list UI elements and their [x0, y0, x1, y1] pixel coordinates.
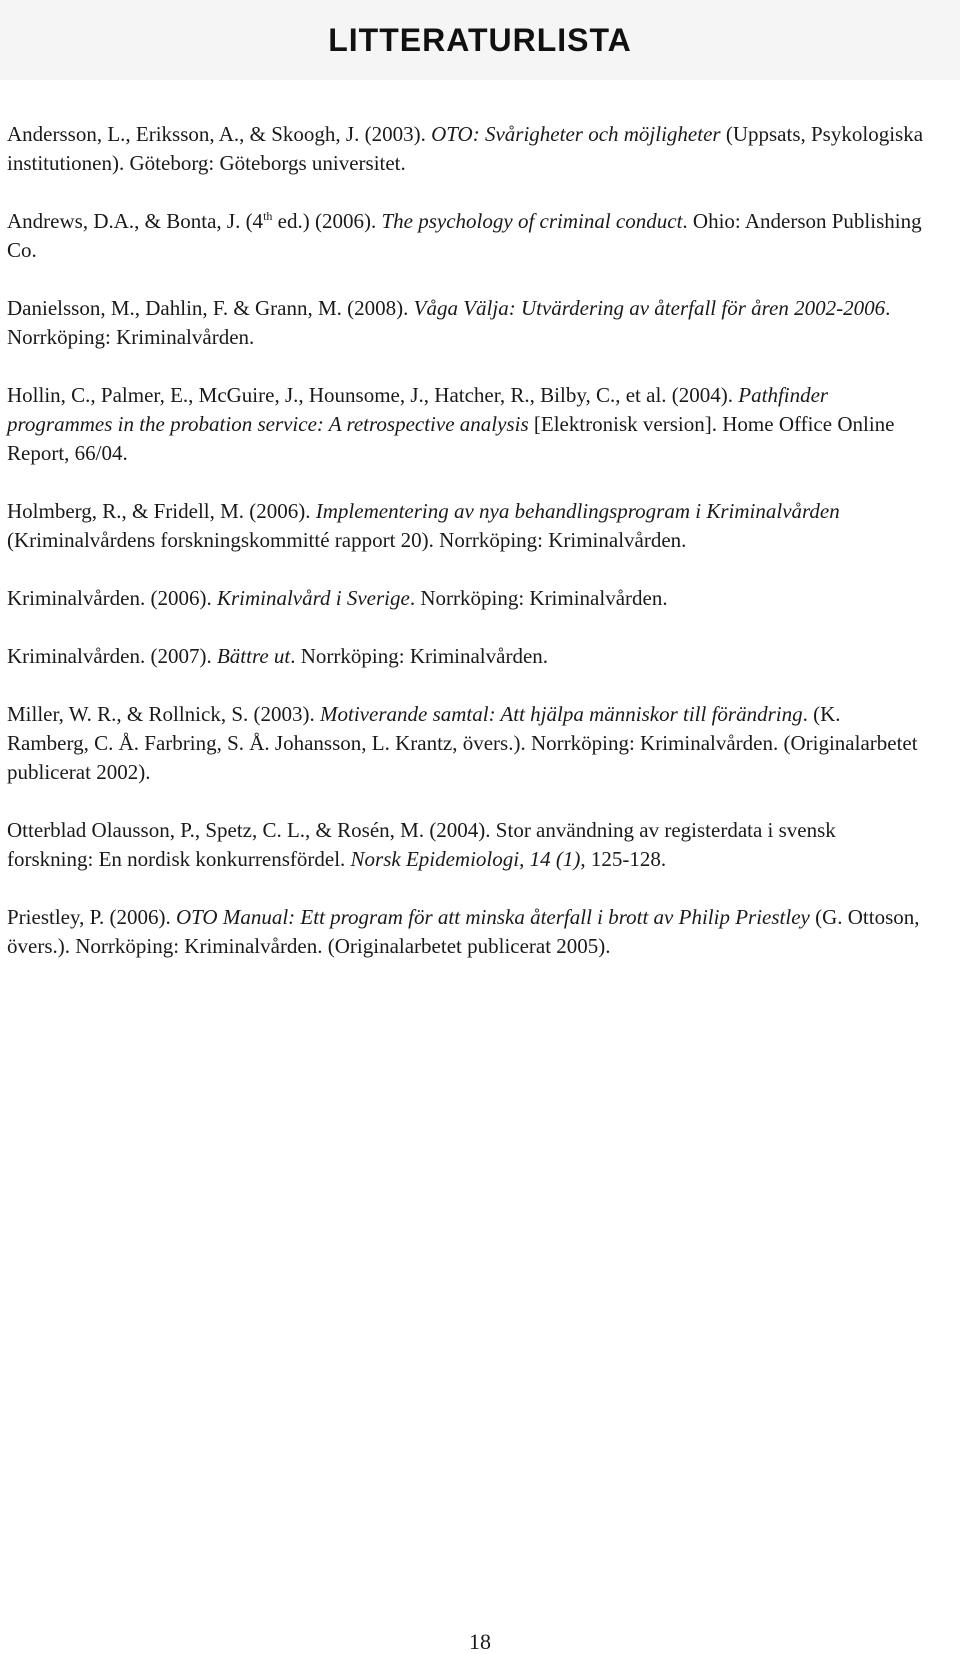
reference-text: , 125-128. — [580, 847, 667, 871]
reference-text: [Elektronisk version]. Home Office Online Report, 66/04. — [7, 412, 895, 465]
reference-text: (Uppsats, Psykologiska institutionen). Göteborg: Göteborgs universitet. — [7, 122, 924, 175]
reference-text: (Kriminalvårdens forskningskommitté rapport 20). Norrköping: Kriminalvården. — [7, 528, 687, 552]
reference-text: . Norrköping: Kriminalvården. — [7, 296, 891, 349]
reference-entry — [7, 120, 927, 178]
reference-entry — [7, 700, 927, 787]
reference-title: Kriminalvård i Sverige — [216, 586, 410, 610]
reference-entry — [7, 903, 927, 961]
reference-text: . Norrköping: Kriminalvården. — [409, 586, 668, 610]
reference-text: Kriminalvården. (2007). — [7, 644, 217, 668]
reference-list — [7, 120, 927, 990]
reference-entry — [7, 381, 927, 468]
reference-text: Holmberg, R., & Fridell, M. (2006). — [7, 499, 316, 523]
reference-title: Norsk Epidemiologi, 14 (1) — [350, 847, 581, 871]
reference-entry — [7, 816, 927, 874]
reference-title: Motiverande samtal: Att hjälpa människor till förändring — [320, 702, 803, 726]
reference-title: Implementering av nya behandlingsprogram i Kriminalvården — [315, 499, 840, 523]
reference-text: . (K. Ramberg, C. Å. Farbring, S. Å. Johansson, L. Krantz, övers.). Norrköping: Kriminalvården. (Originalarbetet publicerat 2002). — [7, 702, 918, 784]
reference-text: (G. Ottoson, övers.). Norrköping: Kriminalvården. (Originalarbetet publicerat 2005). — [7, 905, 920, 958]
reference-entry — [7, 584, 927, 613]
reference-text: . Ohio: Anderson Publishing Co. — [7, 209, 922, 262]
reference-entry — [7, 294, 927, 352]
reference-entry — [7, 497, 927, 555]
reference-title: Pathfinder programmes in the probation service: A retrospective analysis — [7, 383, 829, 436]
reference-text: Andrews, D.A., & Bonta, J. (4 — [7, 209, 264, 233]
reference-text: Hollin, C., Palmer, E., McGuire, J., Hounsome, J., Hatcher, R., Bilby, C., et al. (2004). — [7, 383, 739, 407]
reference-text: Priestley, P. (2006). — [7, 905, 176, 929]
reference-text: Kriminalvården. (2006). — [7, 586, 217, 610]
reference-superscript: th — [263, 209, 273, 223]
reference-title: Bättre ut — [216, 644, 291, 668]
reference-text: ed.) (2006). — [272, 209, 382, 233]
reference-entry — [7, 207, 927, 265]
reference-entry — [7, 642, 927, 671]
reference-text: Miller, W. R., & Rollnick, S. (2003). — [7, 702, 321, 726]
reference-title: OTO: Svårigheter och möjligheter — [431, 122, 721, 146]
reference-text: Otterblad Olausson, P., Spetz, C. L., & Rosén, M. (2004). Stor användning av registerdata i svensk forskning: En nordisk konkurrensfördel. — [7, 818, 836, 871]
reference-text: . Norrköping: Kriminalvården. — [290, 644, 549, 668]
reference-title: OTO Manual: Ett program för att minska återfall i brott av Philip Priestley — [175, 905, 810, 929]
reference-title: The psychology of criminal conduct — [381, 209, 683, 233]
reference-text: Danielsson, M., Dahlin, F. & Grann, M. (2008). — [7, 296, 414, 320]
page-number: 18 — [469, 1629, 491, 1654]
page-title: LITTERATURLISTA — [328, 22, 632, 58]
reference-title: Våga Välja: Utvärdering av återfall för åren 2002-2006 — [413, 296, 886, 320]
reference-text: Andersson, L., Eriksson, A., & Skoogh, J. (2003). — [7, 122, 432, 146]
